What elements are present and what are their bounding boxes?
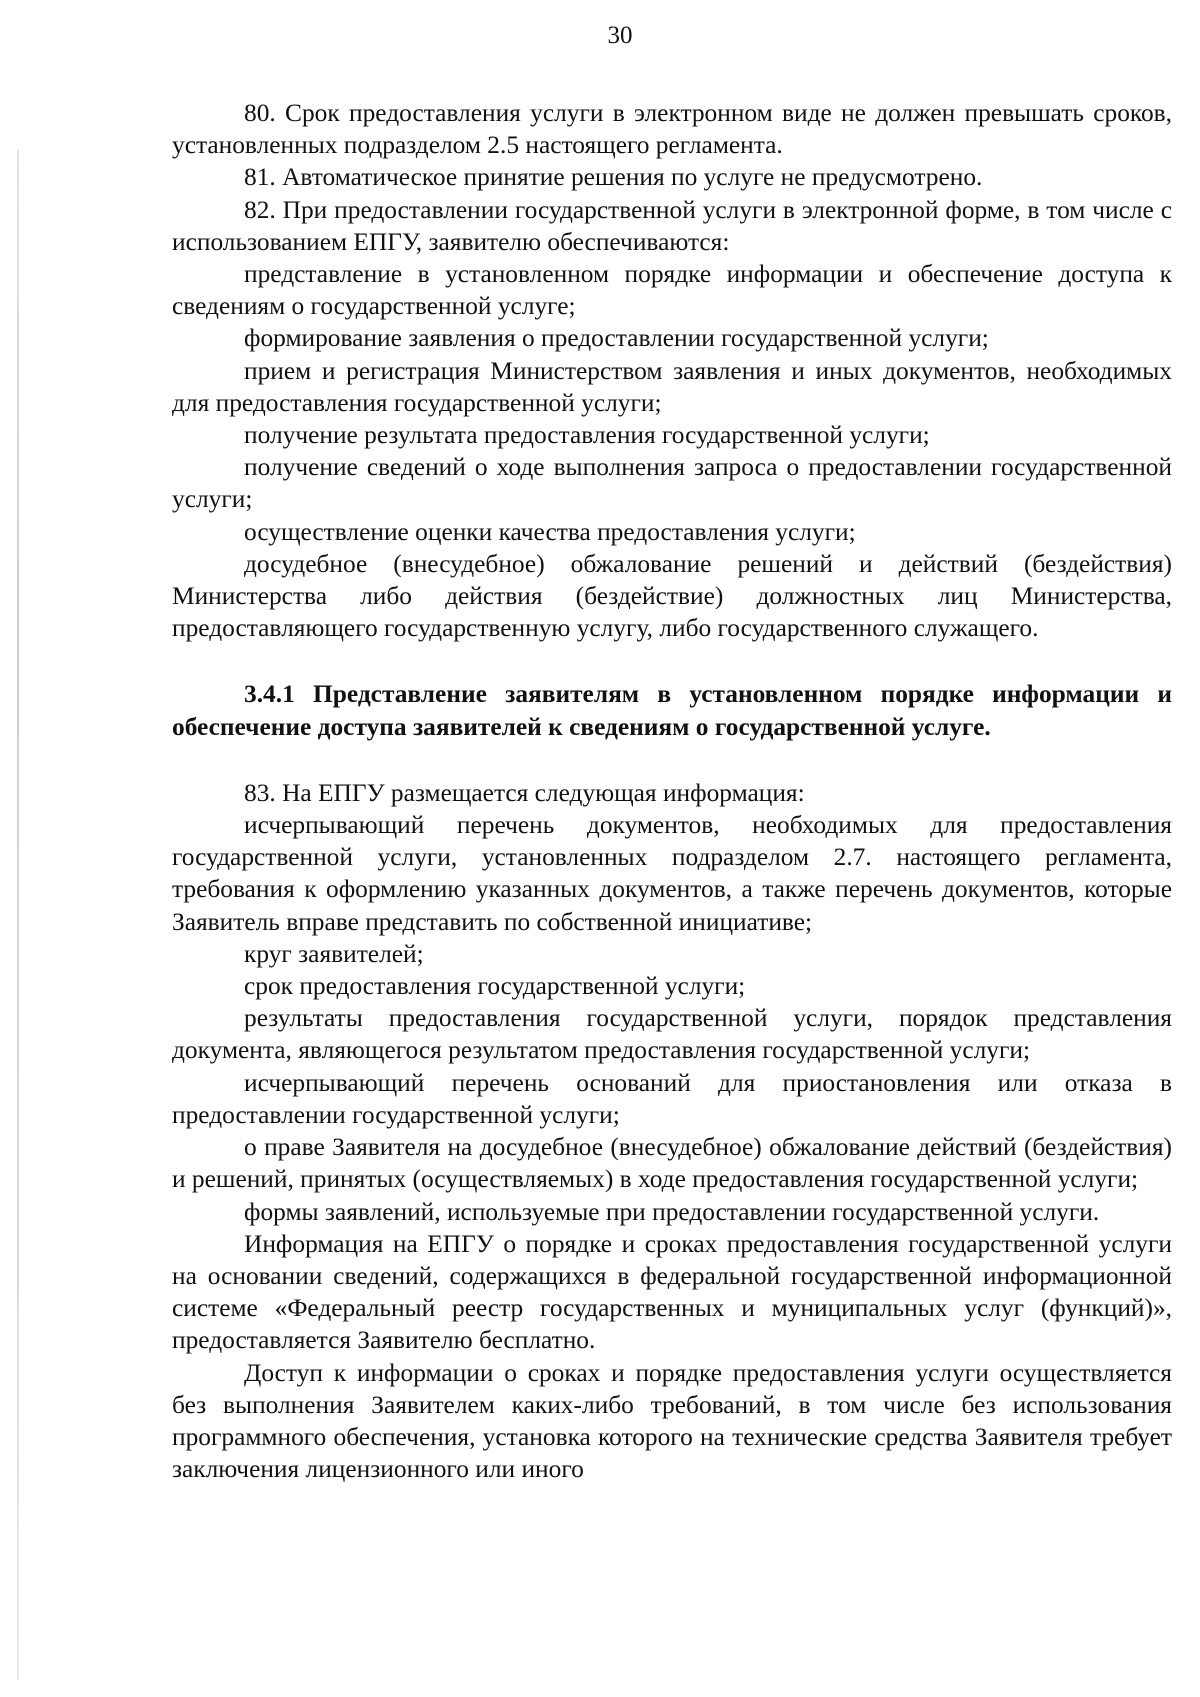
list-item: представление в установленном порядке информации и обеспечение доступа к сведениям о государственной услуге;: [172, 260, 1172, 321]
list-item: получение результата предоставления государственной услуги;: [244, 421, 930, 450]
paragraph: Доступ к информации о сроках и порядке предоставления услуги осуществляется без выполнения Заявителем каких-либо требований, в том числе без использования программного обеспечения, установка которого на технические средства Заявителя требует заключения лицензионного или иного: [172, 1358, 1172, 1484]
list-item: осуществление оценки качества предоставления услуги;: [244, 517, 856, 546]
paragraph-83: 83. На ЕПГУ размещается следующая информация:: [244, 778, 805, 807]
paragraph-82: 82. При предоставлении государственной услуги в электронной форме, в том числе с использованием ЕПГУ, заявителю обеспечиваются:: [172, 195, 1172, 256]
list-item: исчерпывающий перечень оснований для приостановления или отказа в предоставлении государственной услуги;: [172, 1068, 1172, 1129]
paragraph: Информация на ЕПГУ о порядке и сроках предоставления государственной услуги на основании сведений, содержащихся в федеральной государственной информационной системе «Федеральный реестр государственных и муниципальных услуг (функций)», предоставляется Заявителю бесплатно.: [172, 1229, 1172, 1355]
section-heading: 3.4.1 Представление заявителям в установленном порядке информации и обеспечение доступа заявителей к сведениям о государственной услуге.: [172, 680, 1172, 741]
list-item: прием и регистрация Министерством заявления и иных документов, необходимых для предоставления государственной услуги;: [172, 356, 1172, 417]
list-item: формы заявлений, используемые при предоставлении государственной услуги.: [244, 1197, 1100, 1226]
list-item: досудебное (внесудебное) обжалование решений и действий (бездействия) Министерства либо действия (бездействие) должностных лиц Министерства, предоставляющего государственную услугу, либо государственного служащего.: [172, 549, 1172, 643]
list-item: результаты предоставления государственной услуги, порядок представления документа, являющегося результатом предоставления государственной услуги;: [172, 1004, 1172, 1065]
page-number: 30: [607, 22, 633, 49]
list-item: круг заявителей;: [244, 939, 424, 968]
document-body: [172, 97, 1172, 1485]
list-item: о праве Заявителя на досудебное (внесудебное) обжалование действий (бездействия) и решений, принятых (осуществляемых) в ходе предоставления государственной услуги;: [172, 1133, 1172, 1194]
list-item: срок предоставления государственной услуги;: [244, 972, 746, 1001]
list-item: формирование заявления о предоставлении государственной услуги;: [244, 324, 989, 353]
paragraph-80: 80. Срок предоставления услуги в электронном виде не должен превышать сроков, установленных подразделом 2.5 настоящего регламента.: [172, 99, 1172, 160]
scan-edge-mark: [17, 150, 19, 1680]
list-item: получение сведений о ходе выполнения запроса о предоставлении государственной услуги;: [172, 453, 1172, 514]
paragraph-81: 81. Автоматическое принятие решения по услуге не предусмотрено.: [244, 163, 983, 192]
list-item: исчерпывающий перечень документов, необходимых для предоставления государственной услуги, установленных подразделом 2.7. настоящего регламента, требования к оформлению указанных документов, а также перечень документов, которые Заявитель вправе представить по собственной инициативе;: [172, 811, 1172, 936]
